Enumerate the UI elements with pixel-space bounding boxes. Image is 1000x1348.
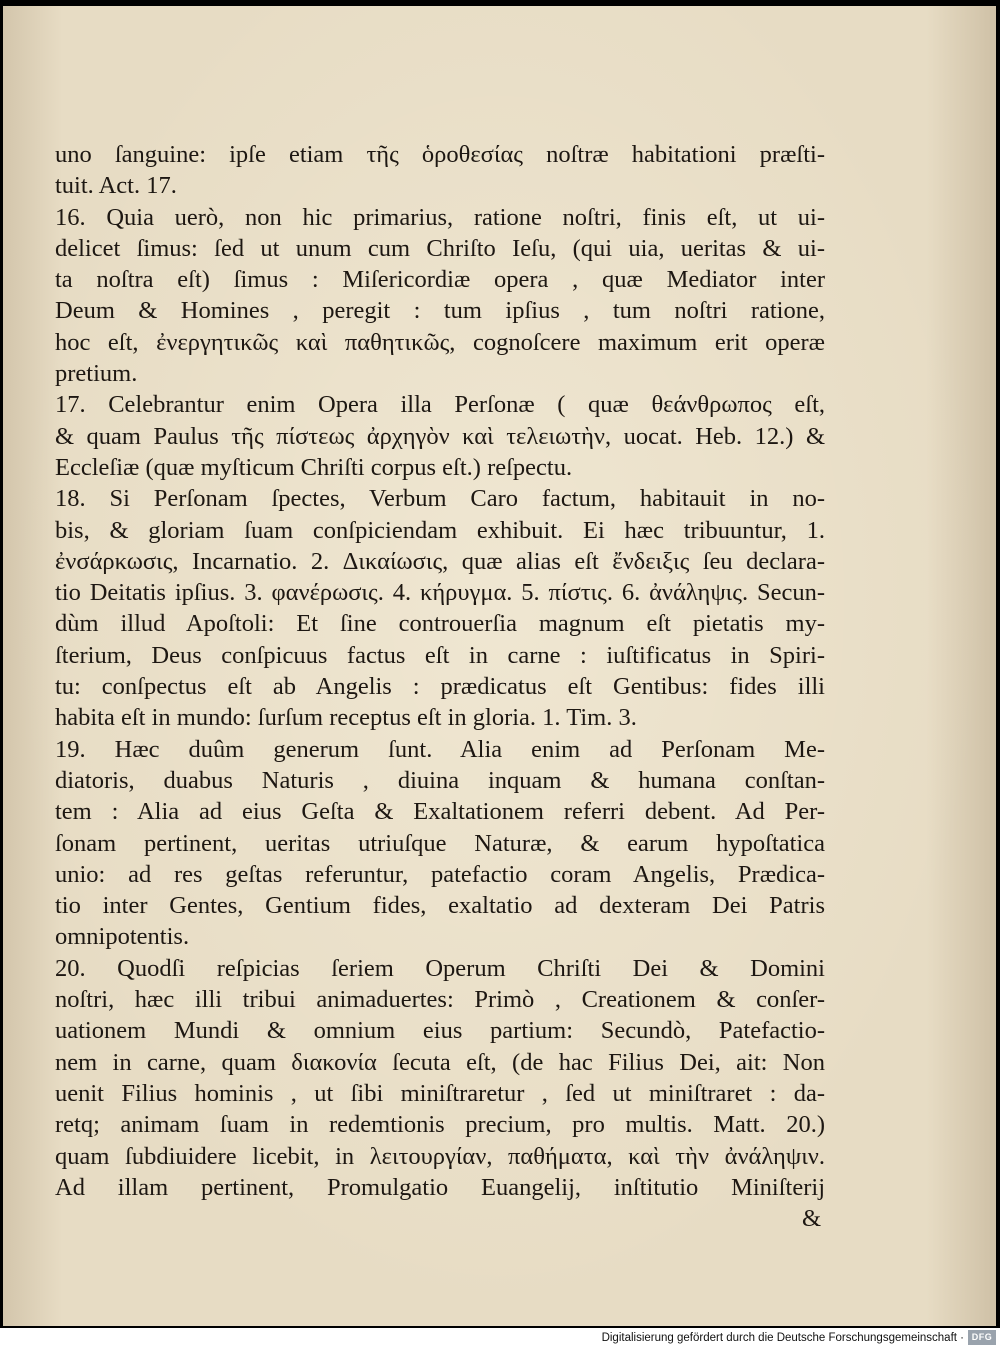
text-line: retq; animam ſuam in redemtionis precium, pro multis. Matt. 20.) xyxy=(55,1111,825,1139)
text-line: Eccleſiæ (quæ myſticum Chriſti corpus eſt.) reſpectu. xyxy=(55,453,573,481)
text-line: nem in carne, quam διακονία ſecuta eſt, (de hac Filius Dei, ait: Non xyxy=(55,1048,825,1076)
text-line: ἐνσάρκωσις, Incarnatio. 2. Δικαίωσις, quæ alias eſt ἔνδειξις ſeu declara- xyxy=(55,547,825,575)
text-line: 17. Celebrantur enim Opera illa Perſonæ ( quæ θεάνθρωπος eſt, xyxy=(55,391,825,419)
book-page xyxy=(3,6,996,1326)
text-line: diatoris, duabus Naturis , diuina inquam & humana conſtan- xyxy=(55,766,825,794)
digitization-credit: Digitalisierung gefördert durch die Deutsche Forschungsgemeinschaft · xyxy=(601,1332,964,1344)
text-line: bis, & gloriam ſuam conſpiciendam exhibuit. Ei hæc tribuuntur, 1. xyxy=(55,516,825,544)
text-line: ta noſtra eſt) ſimus : Miſericordiæ opera , quæ Mediator inter xyxy=(55,266,825,294)
text-line: & quam Paulus τῆς πίστεως ἀρχηγὸν καὶ τελειωτὴν, uocat. Heb. 12.) & xyxy=(55,422,825,450)
text-line: dùm illud Apoſtoli: Et ſine controuerſia magnum eſt pietatis my- xyxy=(55,610,825,638)
dfg-logo: DFG xyxy=(968,1330,996,1345)
text-line: Deum & Homines , peregit : tum ipſius , tum noſtri ratione, xyxy=(55,297,825,325)
text-line: uationem Mundi & omnium eius partium: Secundò, Patefactio- xyxy=(55,1017,825,1045)
text-line: habita eſt in mundo: ſurſum receptus eſt in gloria. 1. Tim. 3. xyxy=(55,704,637,732)
text-line: 20. Quodſi reſpicias ſeriem Operum Chriſti Dei & Domini xyxy=(55,954,825,982)
text-line: uno ſanguine: ipſe etiam τῆς ὁροθεσίας noſtræ habitationi præſti- xyxy=(55,141,825,168)
text-line: 18. Si Perſonam ſpectes, Verbum Caro factum, habitauit in no- xyxy=(55,485,825,513)
text-line: tem : Alia ad eius Geſta & Exaltationem referri debent. Ad Per- xyxy=(55,798,825,826)
text-line: 19. Hæc duûm generum ſunt. Alia enim ad Perſonam Me- xyxy=(55,735,825,763)
text-line: tuit. Act. 17. xyxy=(55,172,177,200)
text-line: 16. Quia uerò, non hic primarius, ratione noſtri, finis eſt, ut ui- xyxy=(55,203,825,231)
text-line: Ad illam pertinent, Promulgatio Euangelij, inſtitutio Miniſterij xyxy=(55,1173,825,1201)
text-line: omnipotentis. xyxy=(55,923,190,951)
text-line: tio inter Gentes, Gentium fides, exaltatio ad dexteram Dei Patris xyxy=(55,892,825,920)
text-line: ſonam pertinent, ueritas utriuſque Naturæ, & earum hypoſtatica xyxy=(55,829,825,857)
text-line: uenit Filius hominis , ut ſibi miniſtraretur , ſed ut miniſtraret : da- xyxy=(55,1079,825,1107)
page-text xyxy=(55,139,825,1234)
text-line: hoc eſt, ἐνεργητικῶς καὶ παθητικῶς, cognoſcere maximum erit operæ xyxy=(55,328,825,356)
text-line: pretium. xyxy=(55,360,138,388)
text-line: unio: ad res geſtas referuntur, patefactio coram Angelis, Prædica- xyxy=(55,860,825,888)
text-line: quam ſubdiuidere licebit, in λειτουργίαν, παθήματα, καὶ τὴν ἀνάληψιν. xyxy=(55,1142,825,1170)
footer-bar xyxy=(0,1328,1000,1348)
text-line: delicet ſimus: ſed ut unum cum Chriſto Ieſu, (qui uia, ueritas & ui- xyxy=(55,234,825,262)
text-line: tio Deitatis ipſius. 3. φανέρωσις. 4. κήρυγμα. 5. πίστις. 6. ἀνάληψις. Secun- xyxy=(55,579,825,607)
text-line: tu: conſpectus eſt ab Angelis : prædicatus eſt Gentibus: fides illi xyxy=(55,673,825,701)
text-line: noſtri, hæc illi tribui animaduertes: Primò , Creationem & conſer- xyxy=(55,986,825,1014)
text-line: ſterium, Deus conſpicuus factus eſt in carne : iuſtificatus in Spiri- xyxy=(55,641,825,669)
catchword: & xyxy=(801,1205,821,1233)
